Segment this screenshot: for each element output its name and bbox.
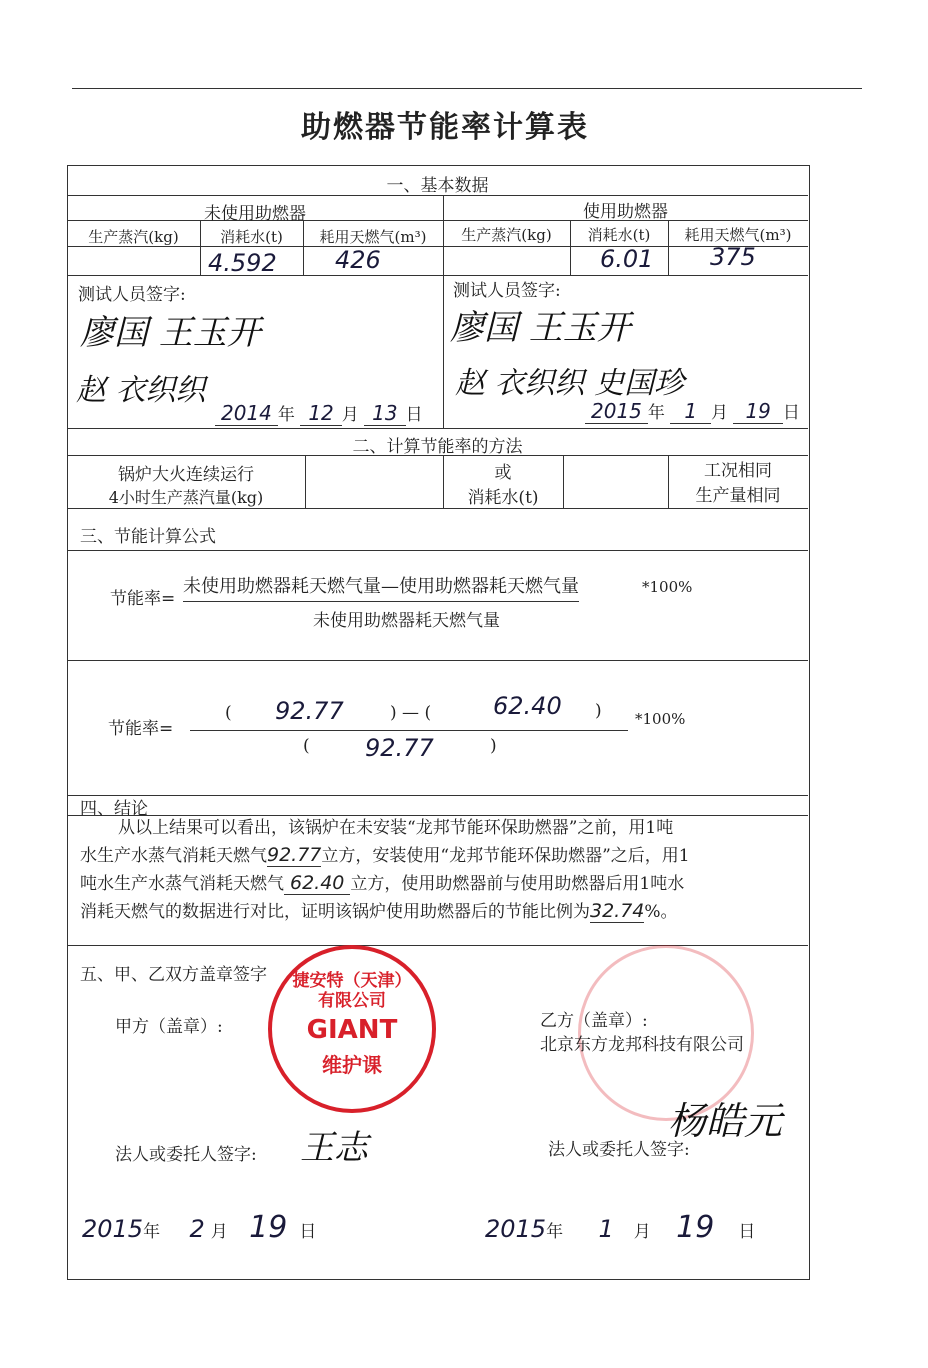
- col-header: 消耗水(t): [220, 228, 283, 246]
- section2-header: 二、计算节能率的方法: [352, 437, 523, 457]
- year: 2014: [215, 401, 278, 426]
- row-line: [67, 508, 808, 509]
- conclusion-line: 水生产水蒸气消耗天燃气: [80, 846, 267, 866]
- method-cell: 4小时生产蒸汽量(kg): [108, 488, 264, 507]
- section1-header: 一、基本数据: [386, 176, 489, 196]
- conclusion-line: 从以上结果可以看出，该锅炉在未安装“龙邦节能环保助燃器”之前，用1吨: [118, 818, 674, 838]
- day: 19: [733, 399, 782, 424]
- before-signature: 赵 衣织织: [76, 373, 206, 408]
- after-signature: 廖国 王玉开: [450, 308, 631, 348]
- col-header: 消耗水(t): [587, 226, 651, 244]
- after-signature: 赵 衣织织 史国珍: [455, 366, 685, 401]
- day-label: 日: [738, 1222, 756, 1242]
- after-gas-value: 375: [710, 243, 756, 271]
- paren: (: [303, 736, 310, 756]
- row-line: [67, 660, 808, 661]
- date-a: [82, 1210, 316, 1245]
- conclusion-line: %。: [644, 902, 678, 922]
- calc-denominator-value: 92.77: [365, 734, 434, 762]
- month: 1: [670, 399, 711, 424]
- method-cell: 生产量相同: [695, 486, 781, 506]
- col-header: 耗用天燃气(m³): [319, 228, 427, 246]
- method-cell: 消耗水(t): [467, 488, 539, 508]
- month: 1: [598, 1215, 614, 1243]
- calc-label: 节能率=: [108, 719, 174, 739]
- paren: (: [225, 703, 232, 723]
- date-b: [485, 1210, 755, 1245]
- day-label: 日: [299, 1222, 317, 1242]
- section3-header: 三、节能计算公式: [80, 527, 216, 547]
- calc-before-value: 92.77: [275, 697, 344, 725]
- col-header: 生产蒸汽(kg): [461, 226, 552, 244]
- col-header: 生产蒸汽(kg): [88, 228, 179, 246]
- stamp-dept: 维护课: [322, 1053, 382, 1077]
- month-label: 月: [633, 1222, 651, 1242]
- year-label: 年: [277, 405, 295, 425]
- conclusion-line: 吨水生产水蒸气消耗天燃气: [80, 874, 284, 894]
- year: 2015: [585, 399, 648, 424]
- paren: ): [490, 736, 497, 756]
- fraction-line: [190, 730, 628, 731]
- day: 13: [364, 401, 405, 426]
- party-b-label: 乙方（盖章）:: [540, 1011, 648, 1031]
- conclusion-rate-value: 32.74: [590, 900, 645, 922]
- method-cell: 或: [494, 463, 512, 483]
- formula-denominator: 未使用助燃器耗天燃气量: [313, 611, 500, 631]
- col-header: 耗用天燃气(m³): [684, 226, 792, 244]
- before-water-value: 4.592: [208, 249, 277, 277]
- day: 19: [249, 1210, 288, 1245]
- month-label: 月: [210, 1222, 228, 1242]
- before-signature: 廖国 王玉开: [80, 313, 261, 353]
- party-a-label: 甲方（盖章）:: [115, 1017, 223, 1037]
- after-water-value: 6.01: [600, 245, 654, 273]
- conclusion-line: 立方，安装使用“龙邦节能环保助燃器”之后，用1: [321, 846, 690, 866]
- day-label: 日: [405, 405, 423, 425]
- after-tester-label: 测试人员签字:: [453, 281, 561, 301]
- year: 2015: [82, 1215, 144, 1243]
- top-rule: [72, 88, 862, 89]
- row-line: [67, 550, 808, 551]
- row-line: [67, 945, 808, 946]
- sign-label-b: 法人或委托人签字:: [548, 1140, 690, 1160]
- conclusion-before-value: 92.77: [267, 844, 322, 866]
- row-line: [67, 428, 808, 429]
- day-label: 日: [782, 403, 800, 423]
- month-label: 月: [711, 403, 729, 423]
- year: 2015: [485, 1215, 547, 1243]
- before-label: 未使用助燃器: [204, 204, 306, 224]
- before-gas-value: 426: [335, 246, 381, 274]
- section5-header: 五、甲、乙双方盖章签字: [80, 965, 267, 985]
- conclusion-after-value: 62.40: [284, 872, 350, 895]
- after-label: 使用助燃器: [583, 202, 668, 222]
- month: 2: [189, 1215, 205, 1243]
- calc-factor: *100%: [635, 710, 686, 728]
- stamp-text: 捷安特（天津）有限公司: [292, 971, 412, 1011]
- formula-factor: *100%: [642, 578, 693, 596]
- stamp-brand: GIANT: [306, 1015, 398, 1045]
- party-b-name: 北京东方龙邦科技有限公司: [540, 1035, 744, 1055]
- conclusion-line: 立方，使用助燃器前与使用助燃器后用1吨水: [350, 874, 685, 894]
- signature-a: 王志: [300, 1128, 368, 1168]
- calc-after-value: 62.40: [493, 692, 562, 720]
- month: 12: [300, 401, 341, 426]
- col-line: [563, 455, 564, 508]
- before-tester-label: 测试人员签字:: [78, 285, 186, 305]
- signature-b: 杨皓元: [668, 1099, 783, 1143]
- conclusion-line: 消耗天燃气的数据进行对比，证明该锅炉使用助燃器后的节能比例为: [80, 902, 590, 922]
- paren-minus: ) — (: [390, 703, 432, 723]
- col-line: [305, 455, 306, 508]
- row-line: [67, 275, 808, 276]
- formula-numerator: 未使用助燃器耗天燃气量—使用助燃器耗天燃气量: [183, 572, 579, 602]
- year-label: 年: [546, 1222, 564, 1242]
- month-label: 月: [341, 405, 359, 425]
- day: 19: [676, 1210, 715, 1245]
- section4-header: 四、结论: [80, 799, 148, 819]
- year-label: 年: [647, 403, 665, 423]
- before-date: [215, 400, 423, 425]
- row-line: [67, 795, 808, 796]
- conclusion-text: [80, 815, 805, 926]
- formula-label: 节能率=: [110, 589, 176, 609]
- page-title: 助燃器节能率计算表: [301, 110, 589, 145]
- sign-label-a: 法人或委托人签字:: [115, 1145, 257, 1165]
- method-cell: 工况相同: [704, 461, 772, 481]
- method-cell: 锅炉大火连续运行: [118, 465, 254, 485]
- paren: ): [595, 701, 602, 721]
- company-stamp-a: [268, 945, 436, 1113]
- after-date: [585, 398, 800, 423]
- year-label: 年: [143, 1222, 161, 1242]
